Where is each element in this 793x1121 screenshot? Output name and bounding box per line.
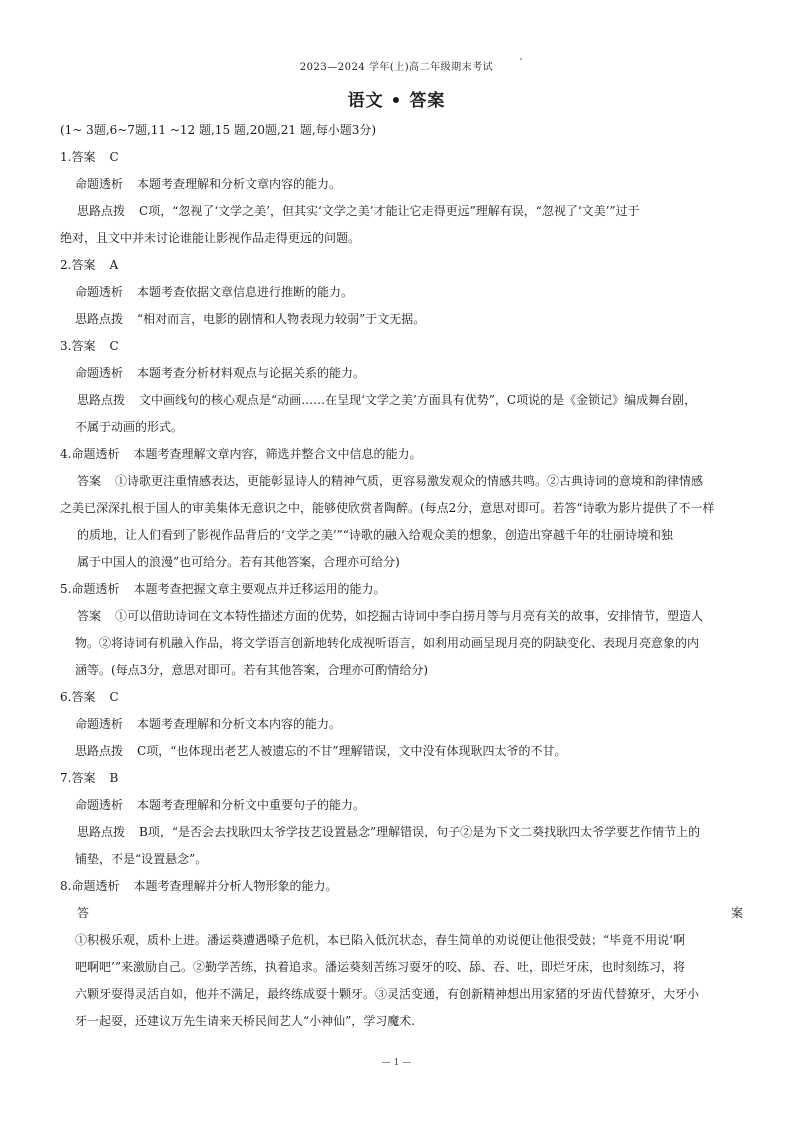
q1-number: 1.答案 (60, 150, 96, 164)
q5-answer-line-3: 涵等。(每点3分，意思对即可。若有其他答案，合理亦可酌情给分) (75, 663, 429, 677)
q1-intent-line (60, 171, 743, 198)
q4-intent: 本题考查理解文章内容，筛选并整合文中信息的能力。 (133, 447, 422, 461)
q8-answer-line-3: 六颗牙耍得灵活自如，他并不满足，最终练成耍十颗牙。③灵活变通，有创新精神想出用家猪的牙齿代替獠牙，大牙小 (75, 987, 700, 1001)
q4-answer-label: 答案 (77, 474, 102, 488)
q2-number: 2.答案 (60, 258, 96, 272)
page-number: — 1 — (381, 1058, 412, 1068)
q2-intent-line (60, 279, 743, 306)
q4-answer-line-3: 的质地，让人们看到了影视作品背后的‘文学之美’”“诗歌的融入给观众美的想象，创造出穿越千年的壮丽诗境和独 (77, 528, 673, 542)
q6-tips-label: 思路点拨 (75, 744, 124, 758)
q3-intent: 本题考查分析材料观点与论据关系的能力。 (137, 366, 366, 380)
q1-tips-line-2: 绝对，且文中并未讨论谁能让影视作品走得更远的问题。 (60, 231, 361, 245)
q5-answer-label: 答案 (77, 609, 102, 623)
q5-answer-1: ①可以借助诗词在文本特性描述方面的优势，如挖掘古诗词中李白捞月等与月亮有关的故事，安排情节，塑造人 (115, 609, 704, 623)
q2-choice: A (109, 258, 119, 272)
q3-tips-1: 文中画线句的核心观点是“动画……在呈现‘文学之美’方面具有优势”，C项说的是《金锁记》编成舞台剧， (139, 393, 697, 407)
q6-intent-label: 命题透析 (75, 717, 124, 731)
q8-answer-line-1: ①积极乐观，质朴上进。潘运葵遭遇嗓子危机，本已陷入低沉状态，春生简单的劝说便让他很受鼓；“毕竟不用说‘啊 (75, 933, 685, 947)
q6-tips-1: C项，“也体现出老艺人被遗忘的不甘”理解错误，文中没有体现耿四太爷的不甘。 (137, 744, 567, 758)
q7-intent: 本题考查理解和分析文中重要句子的能力。 (137, 798, 366, 812)
q7-choice: B (109, 771, 119, 785)
q4-number: 4.命题透析 (60, 447, 120, 461)
q1-intent-label: 命题透析 (75, 177, 124, 191)
q2-tips-label: 思路点拨 (75, 312, 124, 326)
q3-tips-line-2: 不属于动画的形式。 (75, 420, 184, 434)
q8-answer-label-left: 答 (77, 906, 90, 920)
q7-tips-label: 思路点拨 (77, 825, 126, 839)
q3-number: 3.答案 (60, 339, 96, 353)
q3-intent-label: 命题透析 (75, 366, 124, 380)
q6-tips-line (60, 738, 743, 765)
q4-answer-line-4: 属于中国人的浪漫”也可给分。若有其他答案，合理亦可给分) (77, 555, 400, 569)
scan-dot (520, 58, 522, 60)
q1-answer-line (60, 144, 743, 171)
q1-tips-1: C项，“忽视了‘文学之美’，但其实‘文学之美’才能让它走得更远”理解有误，“忽视了‘文美’”过于 (139, 204, 640, 218)
q2-tips-1: “相对而言，电影的剧情和人物表现力较弱”于文无据。 (137, 312, 426, 326)
q5-intent: 本题考查把握文章主要观点并迁移运用的能力。 (133, 582, 386, 596)
q5-answer-line-1 (60, 603, 743, 630)
q2-answer-line (60, 252, 743, 279)
q6-intent: 本题考查理解和分析文本内容的能力。 (137, 717, 342, 731)
q8-answer-label-right: 案 (730, 906, 743, 920)
q8-intent: 本题考查理解并分析人物形象的能力。 (133, 879, 338, 893)
q6-answer-line (60, 684, 743, 711)
q3-choice: C (109, 339, 119, 353)
answer-content (60, 144, 743, 1035)
q3-tips-line (60, 387, 743, 414)
q7-intent-label: 命题透析 (75, 798, 124, 812)
q1-tips-label: 思路点拨 (77, 204, 126, 218)
q4-answer-line-2: 之美已深深扎根于国人的审美集体无意识之中，能够使欣赏者陶醉。(每点2分，意思对即可。若答“诗歌为影片提供了不一样 (60, 501, 715, 515)
q3-answer-line (60, 333, 743, 360)
q8-answer-line-4: 牙一起耍，还建议万先生请来天桥民间艺人“小神仙”，学习魔术. (75, 1014, 416, 1028)
q2-intent: 本题考查依据文章信息进行推断的能力。 (137, 285, 354, 299)
q1-tips-line (60, 198, 743, 225)
q3-tips-label: 思路点拨 (77, 393, 126, 407)
q8-intent-line (60, 873, 743, 900)
q7-tips-line-2: 铺垫，不是“设置悬念”。 (75, 852, 208, 866)
q4-answer-line-1 (60, 468, 743, 495)
q4-answer-1: ①诗歌更注重情感表达，更能彰显诗人的精神气质，更容易激发观众的情感共鸣。②古典诗词的意境和韵律情感 (115, 474, 704, 488)
q2-intent-label: 命题透析 (75, 285, 124, 299)
q8-answer-label-line (60, 900, 743, 927)
q6-intent-line (60, 711, 743, 738)
q7-answer-line (60, 765, 743, 792)
q8-answer-line-2: 吧啊吧’”来激励自己。②勤学苦练，执着追求。潘运葵刻苦练习耍牙的咬、舔、吞、吐，即烂牙床，也时刻练习，将 (75, 960, 685, 974)
q4-intent-line (60, 441, 743, 468)
page-title: 语文 • 答案 (347, 91, 446, 111)
q8-number: 8.命题透析 (60, 879, 120, 893)
score-scope-note: (1~ 3题,6~7题,11 ~12 题,15 题,20题,21 题,每小题3分) (60, 123, 377, 137)
q7-tips-1: B项，“是否会去找耿四太爷学技艺设置悬念”理解错误，句子②是为下文二葵找耿四太爷学要艺作情节上的 (139, 825, 701, 839)
q6-choice: C (109, 690, 119, 704)
q5-intent-line (60, 576, 743, 603)
q1-choice: C (109, 150, 119, 164)
q7-number: 7.答案 (60, 771, 96, 785)
q6-number: 6.答案 (60, 690, 96, 704)
q5-number: 5.命题透析 (60, 582, 120, 596)
q7-intent-line (60, 792, 743, 819)
q5-answer-line-2: 物。②将诗词有机融入作品，将文学语言创新地转化成视听语言，如利用动画呈现月亮的阴缺变化、表现月亮意象的内 (75, 636, 700, 650)
q3-intent-line (60, 360, 743, 387)
exam-header: 2023—2024 学年(上)高二年级期末考试 (299, 62, 494, 73)
q2-tips-line (60, 306, 743, 333)
q7-tips-line (60, 819, 743, 846)
q1-intent: 本题考查理解和分析文章内容的能力。 (137, 177, 342, 191)
